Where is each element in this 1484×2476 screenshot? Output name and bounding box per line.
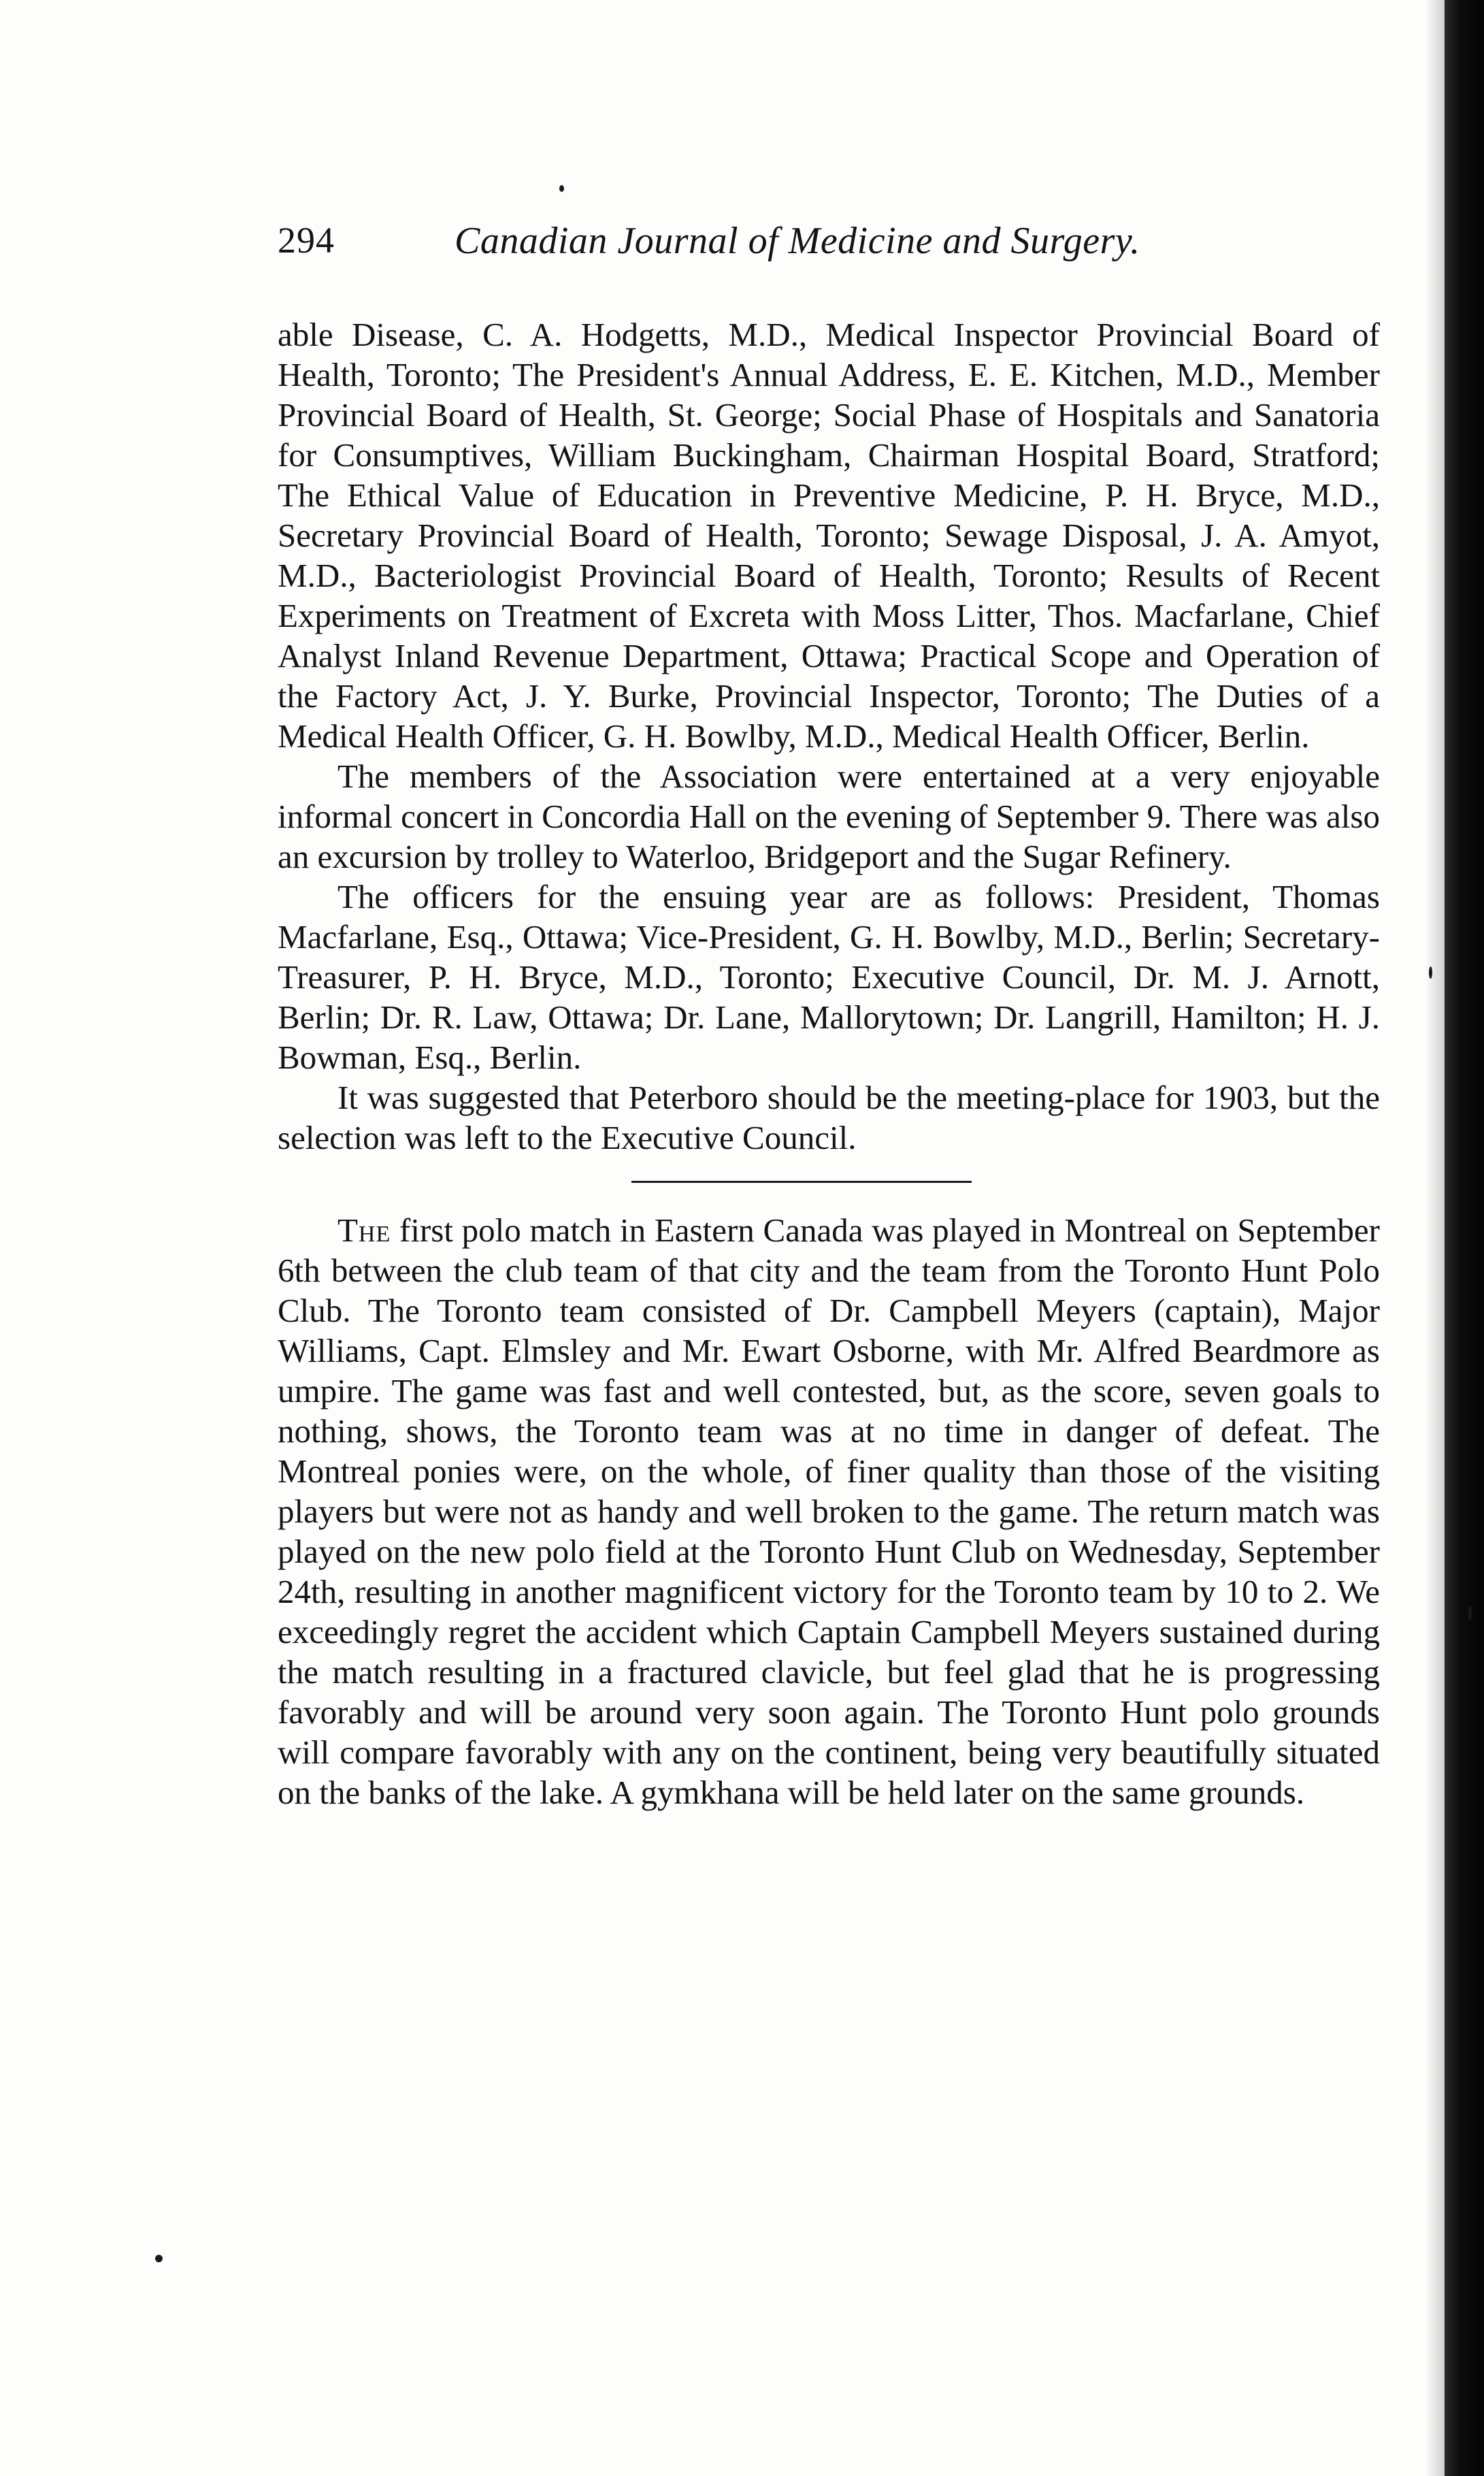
paragraph-meeting-place: It was suggested that Peterboro should be the meeting-place for 1903, but the selection was left to the Executive Council. <box>278 1079 1380 1156</box>
article-body <box>278 314 1380 1812</box>
ink-speck <box>1468 1606 1472 1620</box>
polo-match-text: first polo match in Eastern Canada was played in Montreal on September 6th between the club team of that city and the team from the Toronto Hunt Polo Club. The Toronto team consisted of Dr. Campbell Meyers (captain), Major Williams, Capt. Elmsley and Mr. Ewart Osborne, with Mr. Alfred Beardmore as umpire. The game was fast and well contested, but, as the score, seven goals to nothing, shows, the Toronto team was at no time in danger of defeat. The Montreal ponies were, on the whole, of finer quality than those of the visiting players but were not as handy and well broken to the game. The return match was played on the new polo field at the Toronto Hunt Club on Wednesday, September 24th, resulting in another magnificent victory for the Toronto team by 10 to 2. We exceedingly regret the accident which Captain Campbell Meyers sustained during the match resulting in a fractured clavicle, but feel glad that he is progressing favorably and will be around very soon again. The Toronto Hunt polo grounds will compare favorably with any on the continent, being very beautifully situated on the banks of the lake. A gymkhana will be held later on the same grounds. <box>278 1211 1380 1811</box>
page-number: 294 <box>278 220 335 261</box>
running-head <box>278 219 1230 280</box>
paragraph-concert: The members of the Association were entertained at a very enjoyable informal concert in Concordia Hall on the evening of September 9. There was also an excursion by trolley to Waterloo, Bridgeport and the Sugar Refinery. <box>278 758 1380 875</box>
section-divider <box>631 1181 972 1183</box>
journal-title: Canadian Journal of Medicine and Surgery. <box>455 220 1140 262</box>
paragraph-polo-match <box>278 1210 1380 1812</box>
paragraph-officers: The officers for the ensuing year are as follows: President, Thomas Macfarlane, Esq., Ottawa; Vice-President, G. H. Bowlby, M.D., Berlin; Secretary-Treasurer, P. H. Bryce, M.D., Toronto; Executive Council, Dr. M. J. Arnott, Berlin; Dr. R. Law, Ottawa; Dr. Lane, Mallorytown; Dr. Langrill, Hamilton; H. J. Bowman, Esq., Berlin. <box>278 878 1380 1076</box>
ink-speck <box>1429 966 1432 979</box>
book-binding-edge <box>1445 0 1484 2476</box>
lead-word: The <box>337 1211 391 1249</box>
ink-speck <box>559 185 564 192</box>
paragraph-papers-list: able Disease, C. A. Hodgetts, M.D., Medical Inspector Provincial Board of Health, Toronto; The President's Annual Address, E. E. Kitchen, M.D., Member Provincial Board of Health, St. George; Social Phase of Hospitals and Sanatoria for Consumptives, William Buckingham, Chairman Hospital Board, Stratford; The Ethical Value of Education in Preventive Medicine, P. H. Bryce, M.D., Secretary Provincial Board of Health, Toronto; Sewage Disposal, J. A. Amyot, M.D., Bacteriologist Provincial Board of Health, Toronto; Results of Recent Experiments on Treatment of Excreta with Moss Litter, Thos. Macfarlane, Chief Analyst Inland Revenue Department, Ottawa; Practical Scope and Operation of the Factory Act, J. Y. Burke, Provincial Inspector, Toronto; The Duties of a Medical Health Officer, G. H. Bowlby, M.D., Medical Health Officer, Berlin. <box>278 316 1380 755</box>
binding-shadow <box>1425 0 1445 2476</box>
ink-speck <box>155 2255 163 2262</box>
